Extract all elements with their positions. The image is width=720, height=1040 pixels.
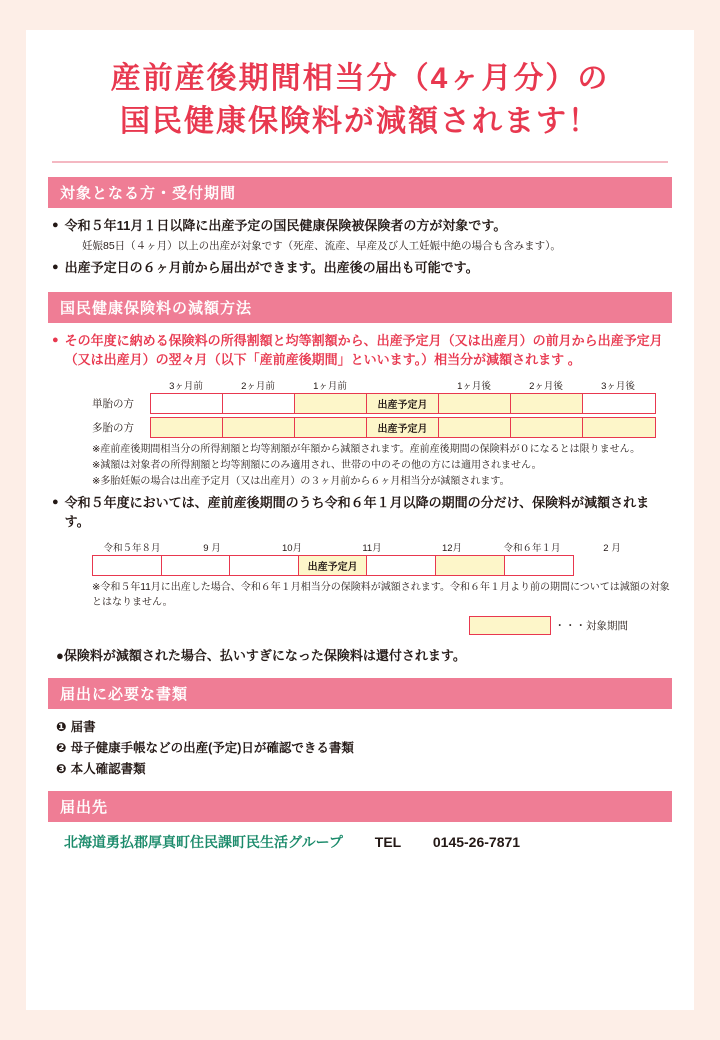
chart-pregnancy-period <box>92 378 672 438</box>
chart-col-4: 1ヶ月後 <box>457 380 491 392</box>
chart-col-3 <box>366 378 438 392</box>
reduction-bullet-1-text: その年度に納める保険料の所得割額と均等割額から、出産予定月（又は出産月）の前月から出産予定月（又は出産月）の翌々月（以下「産前産後期間」といいます。）相当分が減額されます 。 <box>64 332 663 368</box>
chart-cell-birth-month: 出産予定月 <box>367 394 439 413</box>
page-title <box>48 58 672 143</box>
chart-row-multiple <box>92 417 672 438</box>
chart-col-2: 1ヶ月前 <box>313 380 347 392</box>
reduction-note-1: ※産前産後期間相当分の所得割額と均等割額が年額から減額されます。産前産後期間の保険料が０になるとは限りません。 <box>92 443 641 455</box>
chart-cell <box>223 394 295 413</box>
document-number-1: ❶ <box>56 719 67 734</box>
document-number-2: ❷ <box>56 740 67 755</box>
bullet-dot-icon: ● <box>52 261 59 274</box>
legend-swatch <box>469 616 551 635</box>
section-required-documents <box>48 678 672 777</box>
document-item-3 <box>56 759 672 777</box>
title-divider <box>52 161 668 163</box>
chart2-col-4: 12月 <box>441 542 463 554</box>
bullet-dot-icon: ● <box>52 219 59 232</box>
chart2-cell <box>505 556 573 575</box>
leaflet-sheet <box>26 30 694 1010</box>
chart2-cell <box>230 556 299 575</box>
document-text-1: 届書 <box>70 719 96 734</box>
document-text-2: 母子健康手帳などの出産(予定)日が確認できる書類 <box>70 740 354 755</box>
chart-col-6: 3ヶ月後 <box>601 380 635 392</box>
contact-office: 北海道勇払郡厚真町住民課町民生活グループ <box>64 833 343 850</box>
section-contact <box>48 791 672 852</box>
chart-legend <box>48 616 628 635</box>
chart2-cell-birth-month: 出産予定月 <box>299 556 368 575</box>
chart-cell <box>511 418 583 437</box>
chart-cell <box>151 418 223 437</box>
section-heading-eligibility: 対象となる方・受付期間 <box>48 177 672 208</box>
reduction-note-4: ※令和５年11月に出産した場合、令和６年１月相当分の保険料が減額されます。令和６年１月より前の期間については減額の対象とはなりません。 <box>92 581 670 608</box>
contact-tel-number: 0145-26-7871 <box>432 833 521 850</box>
chart2-column-headers <box>92 540 672 554</box>
chart-cell <box>583 418 655 437</box>
chart-cells-single <box>150 393 656 414</box>
contact-line <box>64 832 672 852</box>
chart-col-0: 3ヶ月前 <box>169 380 203 392</box>
section-heading-reduction-method: 国民健康保険料の減額方法 <box>48 292 672 323</box>
chart-cell <box>223 418 295 437</box>
chart2-col-3: 11月 <box>362 542 382 554</box>
contact-tel-label: TEL <box>374 833 401 850</box>
chart-reiwa-period <box>92 540 672 576</box>
document-item-2 <box>56 738 672 756</box>
chart2-cell <box>367 556 436 575</box>
bullet-dot-icon: ● <box>52 333 59 346</box>
chart-cell <box>151 394 223 413</box>
chart-col-5: 2ヶ月後 <box>529 380 563 392</box>
refund-note: ●保険料が減額された場合、払いすぎになった保険料は還付されます。 <box>56 647 466 663</box>
reduction-bullet-2-text: 令和５年度においては、産前産後期間のうち令和６年１月以降の期間の分だけ、保険料が減額されます。 <box>64 494 650 530</box>
reduction-note-3: ※多胎妊娠の場合は出産予定月（又は出産月）の３ヶ月前から６ヶ月相当分が減額されます。 <box>92 475 510 487</box>
chart2-col-1: 9 月 <box>203 542 221 554</box>
eligibility-bullet-2 <box>52 258 672 278</box>
reduction-bullet-2 <box>52 493 672 532</box>
chart-row-label-multiple: 多胎の方 <box>92 421 134 434</box>
chart-column-headers <box>150 378 672 392</box>
chart2-col-6: 2 月 <box>603 542 621 554</box>
bullet-dot-icon: ● <box>52 495 59 508</box>
document-number-3: ❸ <box>56 761 67 776</box>
section-reduction-method <box>48 292 672 664</box>
chart2-col-0: 令和５年８月 <box>103 542 161 554</box>
eligibility-bullet-1-text: 令和５年11月１日以降に出産予定の国民健康保険被保険者の方が対象です。 <box>64 218 507 234</box>
page-title-line1: 産前産後期間相当分（4ヶ月分）の <box>110 62 610 95</box>
reduction-bullet-1 <box>52 331 672 370</box>
chart-cells-multiple <box>150 417 656 438</box>
eligibility-bullet-2-text: 出産予定日の６ヶ月前から届出ができます。出産後の届出も可能です。 <box>64 260 479 276</box>
page-title-line2: 国民健康保険料が減額されます！ <box>120 104 600 138</box>
eligibility-note: 妊娠85日（４ヶ月）以上の出産が対象です（死産、流産、早産及び人工妊娠中絶の場合も含みます）。 <box>82 239 561 252</box>
document-text-3: 本人確認書類 <box>70 761 146 776</box>
reduction-note-2: ※減額は対象者の所得割額と均等割額にのみ適用され、世帯の中のその他の方には適用されません。 <box>92 459 542 471</box>
chart-cell <box>295 394 367 413</box>
chart-row-single <box>92 393 672 414</box>
chart2-cell <box>162 556 231 575</box>
chart2-col-5: 令和６年１月 <box>503 542 561 554</box>
section-eligibility <box>48 177 672 278</box>
document-item-1 <box>56 717 672 735</box>
section-heading-required-documents: 届出に必要な書類 <box>48 678 672 709</box>
chart-cell <box>439 418 511 437</box>
eligibility-bullet-1 <box>52 216 672 236</box>
chart2-cell-target <box>436 556 505 575</box>
chart-row-label-single: 単胎の方 <box>92 397 134 410</box>
chart2-cells <box>92 555 574 576</box>
chart2-col-2: 10月 <box>281 542 303 554</box>
chart2-cell <box>93 556 162 575</box>
chart-cell <box>511 394 583 413</box>
legend-label: ・・・対象期間 <box>554 619 628 632</box>
chart-cell <box>439 394 511 413</box>
section-heading-contact: 届出先 <box>48 791 672 822</box>
chart-cell <box>583 394 655 413</box>
chart-col-1: 2ヶ月前 <box>241 380 275 392</box>
chart-cell <box>295 418 367 437</box>
chart-cell-birth-month: 出産予定月 <box>367 418 439 437</box>
